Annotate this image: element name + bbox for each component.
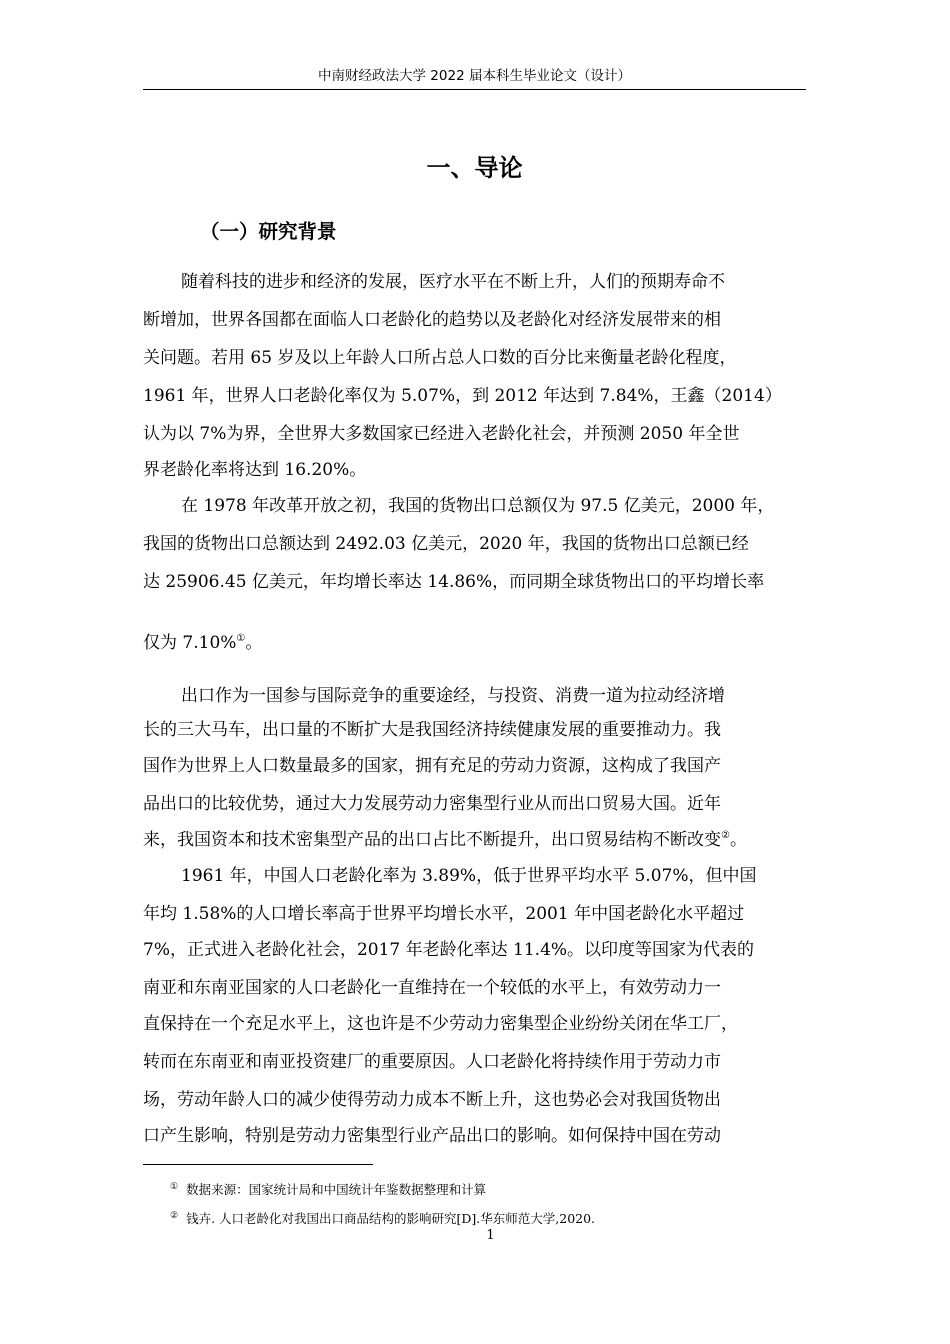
body-line: 场，劳动年龄人口的减少使得劳动力成本不断上升，这也势必会对我国货物出 xyxy=(143,1090,721,1110)
body-line: 品出口的比较优势，通过大力发展劳动力密集型行业从而出口贸易大国。近年 xyxy=(143,794,721,814)
body-line: 断增加，世界各国都在面临人口老龄化的趋势以及老龄化对经济发展带来的相 xyxy=(143,310,721,330)
body-line: 1961 年，中国人口老龄化率为 3.89%，低于世界平均水平 5.07%，但中国 xyxy=(181,866,757,886)
body-line: 出口作为一国参与国际竞争的重要途经，与投资、消费一道为拉动经济增 xyxy=(181,686,725,706)
body-line: 南亚和东南亚国家的人口老龄化一直维持在一个较低的水平上，有效劳动力一 xyxy=(143,978,721,998)
footnote-text: 钱卉. 人口老龄化对我国出口商品结构的影响研究[D].华东师范大学,2020. xyxy=(186,1211,596,1226)
body-line xyxy=(143,828,747,852)
footnote-separator xyxy=(143,1164,373,1165)
page-number: 1 xyxy=(486,1228,495,1243)
footnote-2 xyxy=(170,1207,595,1228)
body-line: 随着科技的进步和经济的发展，医疗水平在不断上升，人们的预期寿命不 xyxy=(181,272,725,292)
page-header: 中南财经政法大学 2022 届本科生毕业论文（设计） xyxy=(318,68,631,84)
body-line: 1961 年，世界人口老龄化率仅为 5.07%，到 2012 年达到 7.84%，王鑫（2014） xyxy=(143,386,782,406)
chapter-title: 一、导论 xyxy=(426,154,523,182)
body-line: 长的三大马车，出口量的不断扩大是我国经济持续健康发展的重要推动力。我 xyxy=(143,720,721,740)
body-line: 转而在东南亚和南亚投资建厂的重要原因。人口老龄化将持续作用于劳动力市 xyxy=(143,1052,721,1072)
body-line: 认为以 7%为界，全世界大多数国家已经进入老龄化社会，并预测 2050 年全世 xyxy=(143,424,740,444)
body-line: 达 25906.45 亿美元，年均增长率达 14.86%，而同期全球货物出口的平均增长率 xyxy=(143,572,765,592)
body-text: 仅为 7.10% xyxy=(143,633,237,653)
footnote-text: 数据来源：国家统计局和中国统计年鉴数据整理和计算 xyxy=(186,1182,487,1197)
body-line: 7%，正式进入老龄化社会，2017 年老龄化率达 11.4%。以印度等国家为代表的 xyxy=(143,940,755,960)
body-line: 在 1978 年改革开放之初，我国的货物出口总额仅为 97.5 亿美元，2000 年， xyxy=(181,496,775,516)
body-line: 口产生影响，特别是劳动力密集型行业产品出口的影响。如何保持中国在劳动 xyxy=(143,1126,721,1146)
body-line: 我国的货物出口总额达到 2492.03 亿美元，2020 年，我国的货物出口总额已经 xyxy=(143,534,749,554)
body-line: 国作为世界上人口数量最多的国家，拥有充足的劳动力资源，这构成了我国产 xyxy=(143,756,721,776)
body-line: 年均 1.58%的人口增长率高于世界平均增长水平，2001 年中国老龄化水平超过 xyxy=(143,904,745,924)
footnote-ref-2[interactable]: ② xyxy=(721,830,730,841)
body-text: 来，我国资本和技术密集型产品的出口占比不断提升，出口贸易结构不断改变 xyxy=(143,830,721,850)
section-title: （一）研究背景 xyxy=(200,220,337,243)
footnote-ref-1[interactable]: ① xyxy=(236,633,246,644)
body-line xyxy=(143,631,262,655)
body-line: 关问题。若用 65 岁及以上年龄人口所占总人口数的百分比来衡量老龄化程度， xyxy=(143,348,737,368)
footnote-mark: ② xyxy=(170,1211,179,1221)
body-text: 。 xyxy=(729,830,747,850)
body-line: 界老龄化率将达到 16.20%。 xyxy=(143,460,367,480)
header-rule xyxy=(143,89,806,90)
footnote-mark: ① xyxy=(170,1182,179,1192)
body-text: 。 xyxy=(245,633,263,653)
footnote-1 xyxy=(170,1178,486,1199)
body-line: 直保持在一个充足水平上，这也许是不少劳动力密集型企业纷纷关闭在华工厂， xyxy=(143,1014,738,1034)
